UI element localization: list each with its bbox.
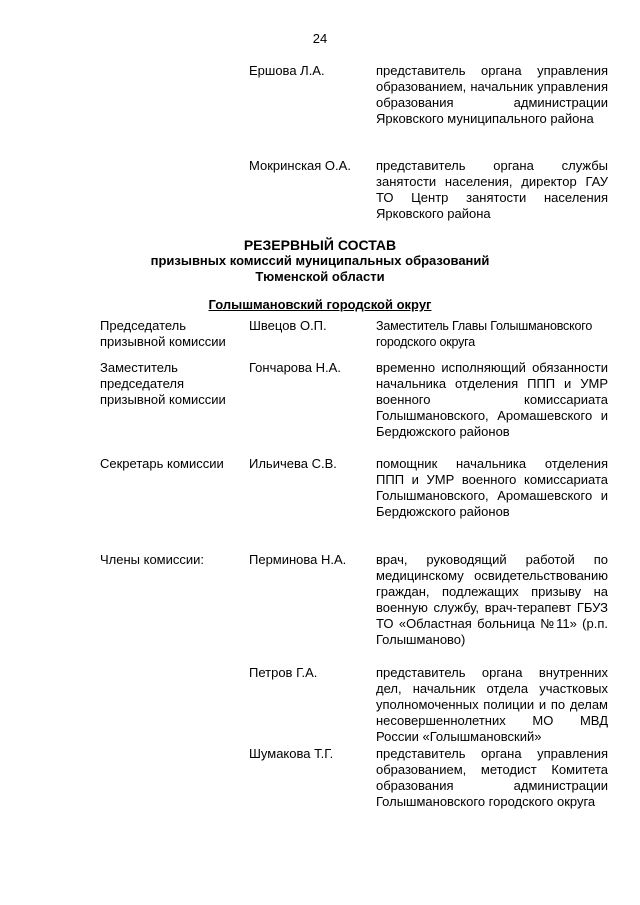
- row-name: Ильичева С.В.: [249, 456, 337, 471]
- row-role: Заместитель председателя призывной комиссии: [100, 360, 226, 407]
- member-description: представитель органа управления образованием, начальник управления образования администрации Ярковского муниципального района: [376, 63, 608, 126]
- row-role: Председатель призывной комиссии: [100, 318, 226, 349]
- heading-region: Тюменской области: [255, 269, 385, 284]
- row-description: представитель органа управления образованием, методист Комитета образования администрации Голышмановского городского округа: [376, 746, 608, 809]
- row-name: Швецов О.П.: [249, 318, 327, 333]
- page-number: 24: [312, 31, 328, 46]
- member-description: представитель органа службы занятости населения, директор ГАУ ТО Центр занятости населения Ярковского района: [376, 158, 608, 221]
- row-role: Секретарь комиссии: [100, 456, 224, 471]
- member-name: Мокринская О.А.: [249, 158, 351, 173]
- row-name: Перминова Н.А.: [249, 552, 347, 567]
- row-description: временно исполняющий обязанности начальника отделения ППП и УМР военного комиссариата Голышмановского, Аромашевского и Бердюжского районов: [376, 360, 608, 439]
- row-description: врач, руководящий работой по медицинскому освидетельствованию граждан, подлежащих призыву на военную службу, врач-терапевт ГБУЗ ТО «Областная больница №11» (р.п. Голышманово): [376, 552, 608, 647]
- member-name: Ершова Л.А.: [249, 63, 325, 78]
- row-name: Петров Г.А.: [249, 665, 318, 680]
- row-name: Гончарова Н.А.: [249, 360, 341, 375]
- district-title: Голышмановский городской округ: [208, 297, 432, 312]
- row-description: помощник начальника отделения ППП и УМР военного комиссариата Голышмановского, Аромашевского и Бердюжского районов: [376, 456, 608, 519]
- row-role: Члены комиссии:: [100, 552, 205, 567]
- row-description: Заместитель Главы Голышмановского городского округа: [376, 319, 593, 349]
- row-description: представитель органа внутренних дел, начальник отдела участковых уполномоченных полиции и по делам несовершеннолетних МО МВД России «Голышмановский»: [376, 665, 608, 744]
- heading-reserve: РЕЗЕРВНЫЙ СОСТАВ: [243, 237, 397, 253]
- heading-subtitle: призывных комиссий муниципальных образований: [150, 253, 490, 268]
- row-name: Шумакова Т.Г.: [249, 746, 334, 761]
